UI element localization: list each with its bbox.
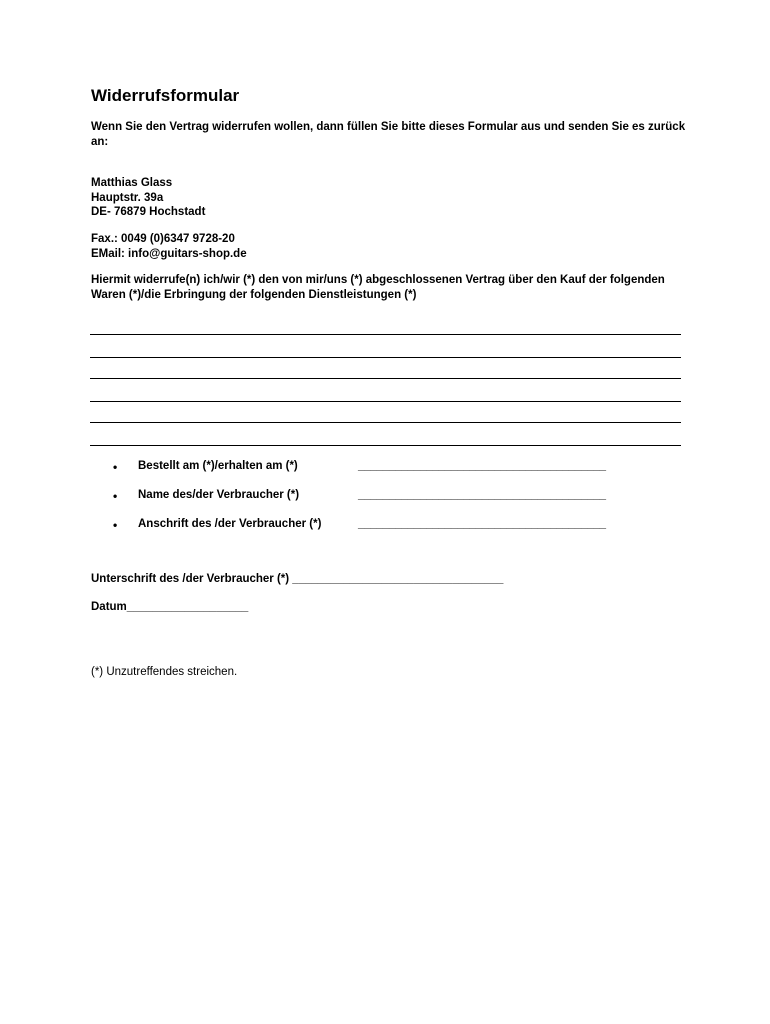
field-label-consumer-name: Name des/der Verbraucher (*)	[138, 489, 300, 501]
bullet-icon: •	[113, 489, 118, 503]
list-item-order-date	[0, 460, 770, 478]
page-title: Widerrufsformular	[91, 86, 240, 105]
fax-number: Fax.: 0049 (0)6347 9728-20	[91, 233, 235, 245]
field-blank-consumer-address[interactable]: ________________________________________	[358, 518, 606, 530]
field-label-order-date: Bestellt am (*)/erhalten am (*)	[138, 460, 298, 472]
list-item-consumer-name	[0, 489, 770, 507]
withdrawal-declaration: Hiermit widerrufe(n) ich/wir (*) den von mir/uns (*) abgeschlossenen Vertrag über den Kauf der folgenden Waren (*)/die Erbringung der folgenden Dienstleistungen (*)	[91, 274, 665, 301]
goods-entry-line[interactable]	[90, 422, 681, 423]
field-label-consumer-address: Anschrift des /der Verbraucher (*)	[138, 518, 322, 530]
email-address: EMail: info@guitars-shop.de	[91, 247, 247, 260]
intro-text: Wenn Sie den Vertrag widerrufen wollen, dann füllen Sie bitte dieses Formular aus und senden Sie es zurück an:	[91, 121, 686, 148]
footnote: (*) Unzutreffendes streichen.	[91, 666, 238, 678]
signature-line[interactable]: Unterschrift des /der Verbraucher (*) _________________________________	[91, 573, 504, 585]
goods-entry-line[interactable]	[90, 445, 681, 446]
field-blank-consumer-name[interactable]: ________________________________________	[358, 489, 606, 501]
date-line[interactable]: Datum___________________	[91, 601, 249, 613]
goods-entry-line[interactable]	[90, 357, 681, 358]
goods-entry-line[interactable]	[90, 401, 681, 402]
bullet-icon: •	[113, 518, 118, 532]
recipient-address	[91, 176, 205, 220]
recipient-city: DE- 76879 Hochstadt	[91, 206, 206, 218]
field-blank-order-date[interactable]: ________________________________________	[358, 460, 606, 472]
list-item-consumer-address	[0, 518, 770, 536]
goods-entry-line[interactable]	[90, 334, 681, 335]
recipient-name: Matthias Glass	[91, 177, 173, 189]
goods-entry-line[interactable]	[90, 378, 681, 379]
recipient-street: Hauptstr. 39a	[91, 191, 164, 204]
bullet-icon: •	[113, 460, 118, 474]
recipient-contact	[91, 232, 247, 261]
